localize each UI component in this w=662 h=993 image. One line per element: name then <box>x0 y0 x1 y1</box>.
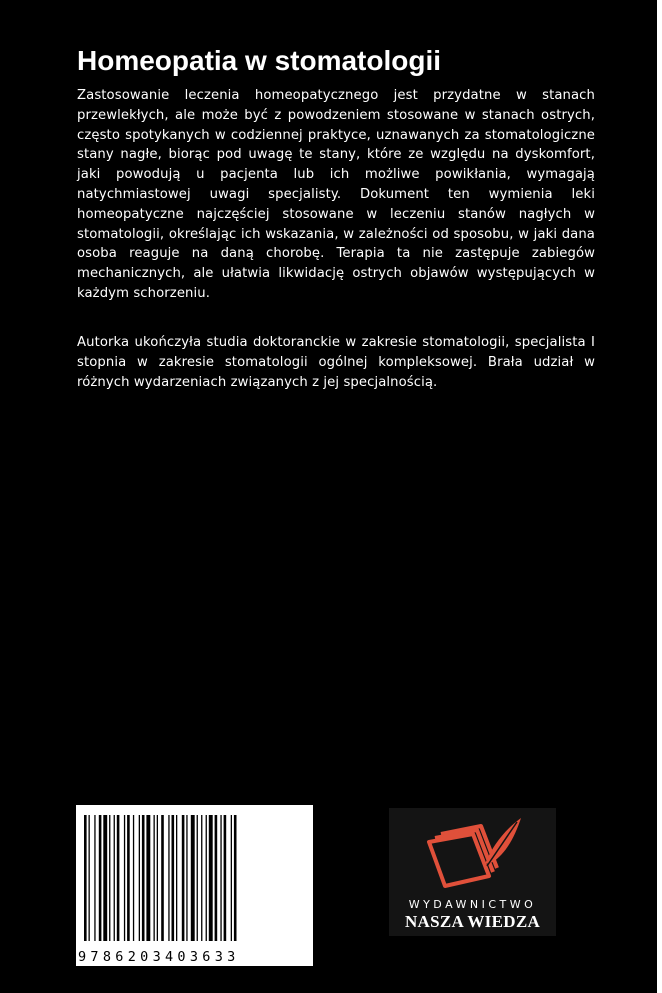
isbn-number: 9786203403633 <box>78 949 240 965</box>
page-edge <box>657 0 662 993</box>
publisher-name: NASZA WIEDZA <box>404 912 541 931</box>
barcode-bars <box>84 815 305 941</box>
book-quill-icon <box>423 814 523 896</box>
book-description: Zastosowanie leczenia homeopatycznego jest przydatne w stanach przewlekłych, ale może być z powodzeniem stosowane w stanach ostrych, często spotykanych w codziennej praktyce, uznawanych za stomatologiczne stany nagłe, biorąc pod uwagę te stany, które ze względu na dyskomfort, jaki powodują u pacjenta lub ich możliwe powikłania, wymagają natychmiastowej uwagi specjalisty. Dokument ten wymienia leki homeopatyczne najczęściej stosowane w leczeniu stanów nagłych w stomatologii, określając ich wskazania, w zależności od sposobu, w jaki dana osoba reaguje na daną chorobę. Terapia ta nie zastępuje zabiegów mechanicznych, ale ułatwia likwidację ostrych objawów występujących w każdym schorzeniu. <box>77 88 595 301</box>
barcode <box>76 805 313 966</box>
book-title: Homeopatia w stomatologii <box>77 45 442 76</box>
author-bio: Autorka ukończyła studia doktoranckie w zakresie stomatologii, specjalista I stopnia w zakresie stomatologii ogólnej kompleksowej. Brała udział w różnych wydarzeniach związanych z jej specjalnością. <box>77 335 595 390</box>
publisher-logo <box>389 808 556 936</box>
publisher-label: WYDAWNICTWO <box>408 898 537 911</box>
